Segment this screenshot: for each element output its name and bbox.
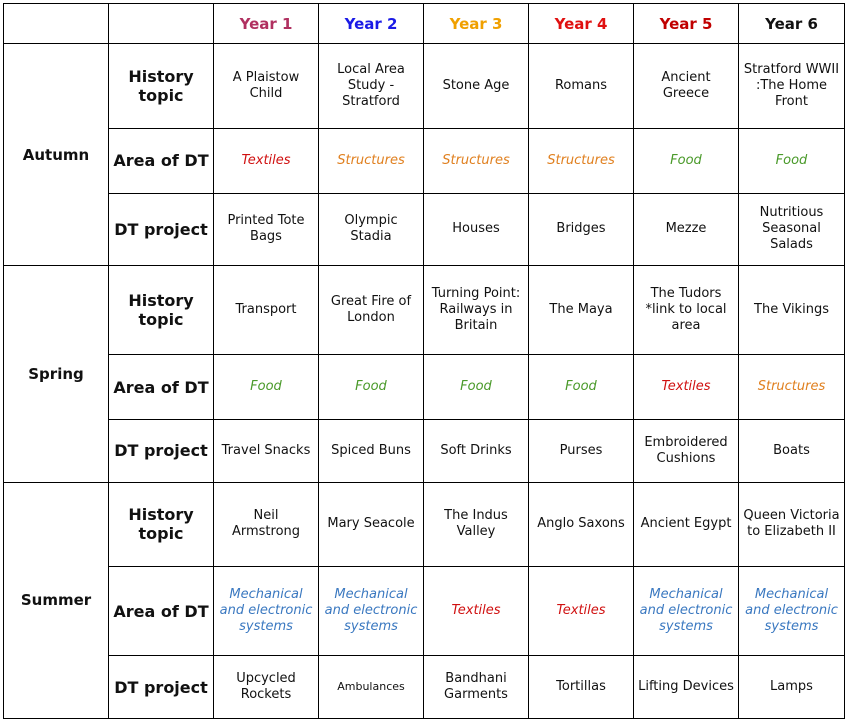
dt-project-cell: Embroidered Cushions	[634, 419, 739, 482]
dt-area-cell: Mechanical and electronic systems	[634, 567, 739, 656]
table-row	[4, 656, 845, 719]
dt-area-cell: Mechanical and electronic systems	[739, 567, 845, 656]
history-topic-cell: The Maya	[529, 266, 634, 355]
history-topic-cell: Anglo Saxons	[529, 482, 634, 567]
dt-project-cell: Spiced Buns	[319, 419, 424, 482]
dt-project-cell: Purses	[529, 419, 634, 482]
history-topic-cell: Ancient Egypt	[634, 482, 739, 567]
table-body	[4, 44, 845, 719]
history-topic-cell: Local Area Study - Stratford	[319, 44, 424, 129]
row-label-area: Area of DT	[109, 128, 214, 193]
row-label-history: History topic	[109, 44, 214, 129]
dt-project-cell: Nutritious Seasonal Salads	[739, 193, 845, 266]
history-topic-cell: Great Fire of London	[319, 266, 424, 355]
dt-project-cell: Bridges	[529, 193, 634, 266]
dt-area-cell: Mechanical and electronic systems	[214, 567, 319, 656]
dt-project-cell: Soft Drinks	[424, 419, 529, 482]
dt-project-cell: Boats	[739, 419, 845, 482]
row-label-project: DT project	[109, 419, 214, 482]
corner-cell-term	[4, 4, 109, 44]
history-topic-cell: The Tudors *link to local area	[634, 266, 739, 355]
dt-project-cell: Lifting Devices	[634, 656, 739, 719]
term-label: Spring	[4, 266, 109, 482]
row-label-history: History topic	[109, 266, 214, 355]
dt-area-cell: Food	[529, 355, 634, 420]
dt-area-cell: Food	[424, 355, 529, 420]
term-label: Summer	[4, 482, 109, 719]
year-header: Year 2	[319, 4, 424, 44]
table-row	[4, 44, 845, 129]
dt-project-cell: Upcycled Rockets	[214, 656, 319, 719]
header-row	[4, 4, 845, 44]
dt-area-cell: Textiles	[424, 567, 529, 656]
history-topic-cell: Stratford WWII :The Home Front	[739, 44, 845, 129]
row-label-project: DT project	[109, 193, 214, 266]
history-topic-cell: Queen Victoria to Elizabeth II	[739, 482, 845, 567]
year-header: Year 3	[424, 4, 529, 44]
dt-project-cell: Olympic Stadia	[319, 193, 424, 266]
table-row	[4, 567, 845, 656]
dt-area-cell: Structures	[529, 128, 634, 193]
table-row	[4, 482, 845, 567]
history-topic-cell: The Indus Valley	[424, 482, 529, 567]
table-row	[4, 193, 845, 266]
history-topic-cell: Transport	[214, 266, 319, 355]
year-header: Year 6	[739, 4, 845, 44]
dt-area-cell: Structures	[319, 128, 424, 193]
history-topic-cell: A Plaistow Child	[214, 44, 319, 129]
dt-project-cell: Houses	[424, 193, 529, 266]
history-topic-cell: Stone Age	[424, 44, 529, 129]
dt-area-cell: Textiles	[214, 128, 319, 193]
dt-project-cell: Printed Tote Bags	[214, 193, 319, 266]
dt-area-cell: Food	[634, 128, 739, 193]
dt-area-cell: Food	[214, 355, 319, 420]
dt-area-cell: Food	[739, 128, 845, 193]
history-topic-cell: Romans	[529, 44, 634, 129]
dt-area-cell: Textiles	[529, 567, 634, 656]
dt-project-cell: Bandhani Garments	[424, 656, 529, 719]
row-label-area: Area of DT	[109, 567, 214, 656]
dt-area-cell: Textiles	[634, 355, 739, 420]
dt-area-cell: Food	[319, 355, 424, 420]
history-topic-cell: Neil Armstrong	[214, 482, 319, 567]
dt-project-cell: Ambulances	[319, 656, 424, 719]
dt-project-cell: Lamps	[739, 656, 845, 719]
year-header: Year 5	[634, 4, 739, 44]
table-row	[4, 419, 845, 482]
dt-project-cell: Mezze	[634, 193, 739, 266]
row-label-history: History topic	[109, 482, 214, 567]
table-row	[4, 355, 845, 420]
history-topic-cell: Ancient Greece	[634, 44, 739, 129]
table-row	[4, 128, 845, 193]
history-topic-cell: Mary Seacole	[319, 482, 424, 567]
corner-cell-label	[109, 4, 214, 44]
year-header: Year 1	[214, 4, 319, 44]
year-header: Year 4	[529, 4, 634, 44]
dt-project-cell: Tortillas	[529, 656, 634, 719]
history-topic-cell: Turning Point: Railways in Britain	[424, 266, 529, 355]
dt-project-cell: Travel Snacks	[214, 419, 319, 482]
history-topic-cell: The Vikings	[739, 266, 845, 355]
curriculum-table	[3, 3, 845, 719]
dt-area-cell: Mechanical and electronic systems	[319, 567, 424, 656]
dt-area-cell: Structures	[424, 128, 529, 193]
term-label: Autumn	[4, 44, 109, 266]
table-row	[4, 266, 845, 355]
row-label-area: Area of DT	[109, 355, 214, 420]
row-label-project: DT project	[109, 656, 214, 719]
dt-area-cell: Structures	[739, 355, 845, 420]
